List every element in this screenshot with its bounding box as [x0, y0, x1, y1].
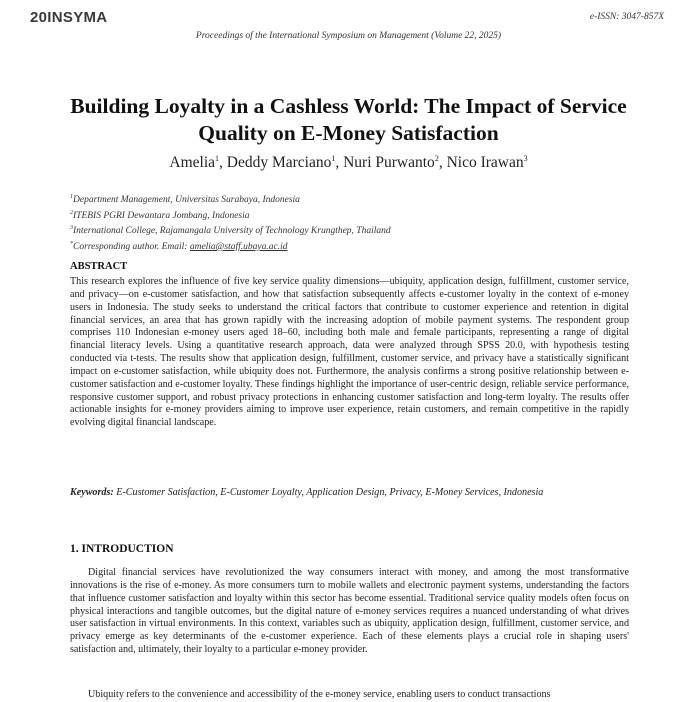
- keywords: [70, 487, 629, 500]
- insyma-logo: [30, 9, 107, 26]
- keywords-list: E-Customer Satisfaction, E-Customer Loyalty, Application Design, Privacy, E-Money Services, Indonesia: [116, 487, 544, 498]
- abstract-text: This research explores the influence of five key service quality dimensions—ubiquity, application design, fulfillment, customer service, and privacy—on e-customer satisfaction, and how that satisfaction subsequently affects e-customer loyalty in the context of e-money users in Indonesia. The study seeks to understand the critical factors that contribute to customer experience and retention in digital financial services, an area that has grown rapidly with the increasing adoption of mobile payment systems. The respondent group comprises 110 Indonesian e-money users aged 18–60, including both male and female participants, representing a range of digital financial literacy levels. Using a quantitative research approach, data were analyzed through SPSS 20.0, with hypothesis testing conducted via t-tests. The results show that application design, fulfillment, customer service, and privacy have a statistically significant impact on e-customer satisfaction, while ubiquity does not. Furthermore, the analysis confirms a strong positive relationship between e-customer satisfaction and e-customer loyalty. These findings highlight the importance of user-centric design, reliable service performance, responsive customer support, and robust privacy protections in enhancing customer satisfaction and long-term loyalty. The results offer actionable insights for e-money providers aiming to improve user experience, retain customers, and remain competitive in the rapidly evolving digital financial landscape.: [70, 276, 629, 429]
- email-link[interactable]: amelia@staff.ubaya.ac.id: [189, 242, 288, 253]
- author: Deddy Marciano: [226, 154, 332, 172]
- logo-icon: 20: [30, 9, 48, 26]
- author: Nico Irawan: [446, 154, 524, 172]
- abstract-heading: ABSTRACT: [70, 261, 128, 272]
- intro-paragraph: Ubiquity refers to the convenience and accessibility of the e-money service, enabling users to conduct transactions: [88, 689, 551, 700]
- affiliation: $^3$International College, Rajamangala University of Technology Krungthep, Thailand: [70, 225, 391, 237]
- intro-paragraph: Digital financial services have revolutionized the way consumers interact with money, and among the most transformative innovations is the rise of e-money. As more consumers turn to mobile wallets and electronic payment systems, understanding the factors that influence customer satisfaction and loyalty within this sector has become essential. Traditional service quality models often focus on physical interactions and tangible outcomes, but the digital nature of e-money services requires a nuanced understanding of what drives user satisfaction in virtual environments. In this context, variables such as ubiquity, application design, fulfillment, customer service, and privacy emerge as key determinants of the e-customer experience. Each of these elements plays a crucial role in shaping users' satisfaction and, ultimately, their loyalty to a particular e-money provider.: [70, 567, 629, 656]
- corresponding-author: *Corresponding author. Email: amelia@staff.ubaya.ac.id: [70, 240, 288, 253]
- keywords-label: Keywords:: [70, 487, 114, 498]
- section-heading: 1. INTRODUCTION: [70, 543, 174, 555]
- paper-title: Building Loyalty in a Cashless World: The Impact of Service Quality on E-Money Satisfaction: [70, 94, 627, 145]
- proceedings-header: Proceedings of the International Symposium on Management (Volume 22, 2025): [195, 31, 502, 41]
- affiliation: $^2$ITEBIS PGRI Dewantara Jombang, Indonesia: [70, 209, 250, 221]
- logo-text: INSYMA: [47, 9, 108, 26]
- author: Amelia: [169, 154, 216, 172]
- affiliation: $^1$Department Management, Universitas Surabaya, Indonesia: [70, 194, 300, 206]
- affiliations: [70, 191, 657, 254]
- author: Nuri Purwanto: [343, 154, 435, 172]
- author-list: Amelia$^1$, Deddy Marciano$^1$, Nuri Purwanto$^2$, Nico Irawan$^3$: [169, 154, 528, 172]
- issn: e-ISSN: 3047-857X: [589, 12, 664, 22]
